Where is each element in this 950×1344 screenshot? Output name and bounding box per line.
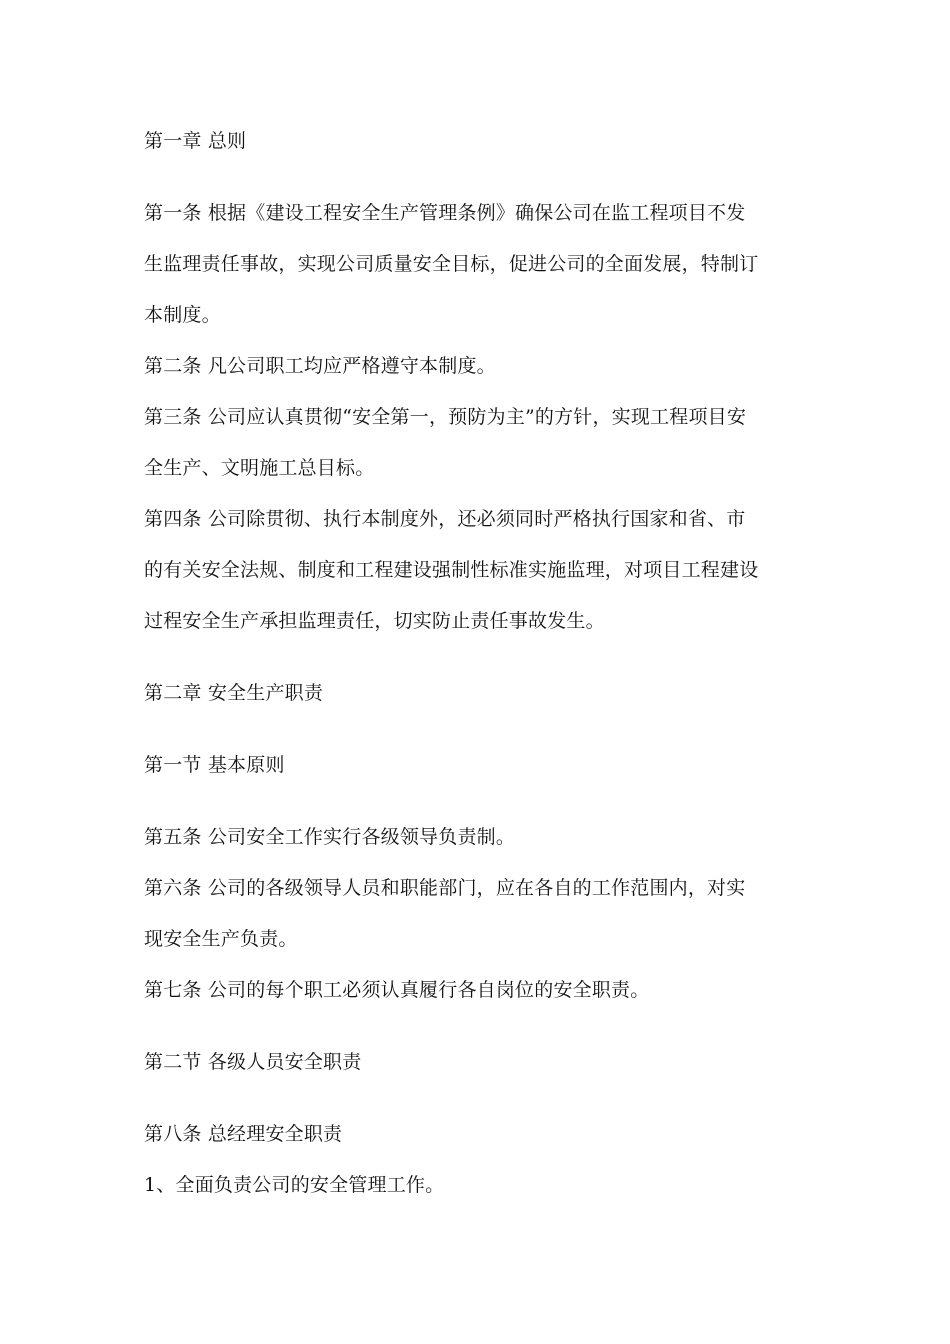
article-3 [144,392,814,494]
article-7-line-1: 第七条 公司的每个职工必须认真履行各自岗位的安全职责。 [144,979,650,1001]
item-1 [144,1160,814,1211]
article-2 [144,341,814,392]
article-8 [144,1109,814,1160]
chapter-2-title: 第二章 安全生产职责 [144,682,324,704]
article-1 [144,188,814,341]
section-2-title: 第二节 各级人员安全职责 [144,1051,362,1073]
article-6-line-1: 第六条 公司的各级领导人员和职能部门，应在各自的工作范围内，对实 [144,877,746,899]
article-4-line-2: 的有关安全法规、制度和工程建设强制性标准实施监理，对项目工程建设 [144,559,759,581]
article-6-line-2: 现安全生产负责。 [144,928,298,950]
article-3-line-1: 第三条 公司应认真贯彻“安全第一，预防为主”的方针，实现工程项目安 [144,406,747,428]
article-4 [144,494,814,647]
article-7 [144,965,814,1016]
article-1-line-1: 第一条 根据《建设工程安全生产管理条例》确保公司在监工程项目不发 [144,202,746,224]
section-1-title: 第一节 基本原则 [144,754,285,776]
article-5 [144,812,814,863]
chapter-1-title: 第一章 总则 [144,130,247,152]
item-1-line-1: 1、全面负责公司的安全管理工作。 [144,1174,445,1196]
article-4-line-3: 过程安全生产承担监理责任，切实防止责任事故发生。 [144,610,605,632]
article-1-line-2: 生监理责任事故，实现公司质量安全目标，促进公司的全面发展，特制订 [144,253,759,275]
article-3-line-2: 全生产、文明施工总目标。 [144,457,375,479]
article-5-line-1: 第五条 公司安全工作实行各级领导负责制。 [144,826,516,848]
article-8-line-1: 第八条 总经理安全职责 [144,1123,343,1145]
article-2-line-1: 第二条 凡公司职工均应严格遵守本制度。 [144,355,496,377]
article-4-line-1: 第四条 公司除贯彻、执行本制度外，还必须同时严格执行国家和省、市 [144,508,746,530]
article-1-line-3: 本制度。 [144,304,221,326]
document-content [144,116,814,1211]
article-6 [144,863,814,965]
